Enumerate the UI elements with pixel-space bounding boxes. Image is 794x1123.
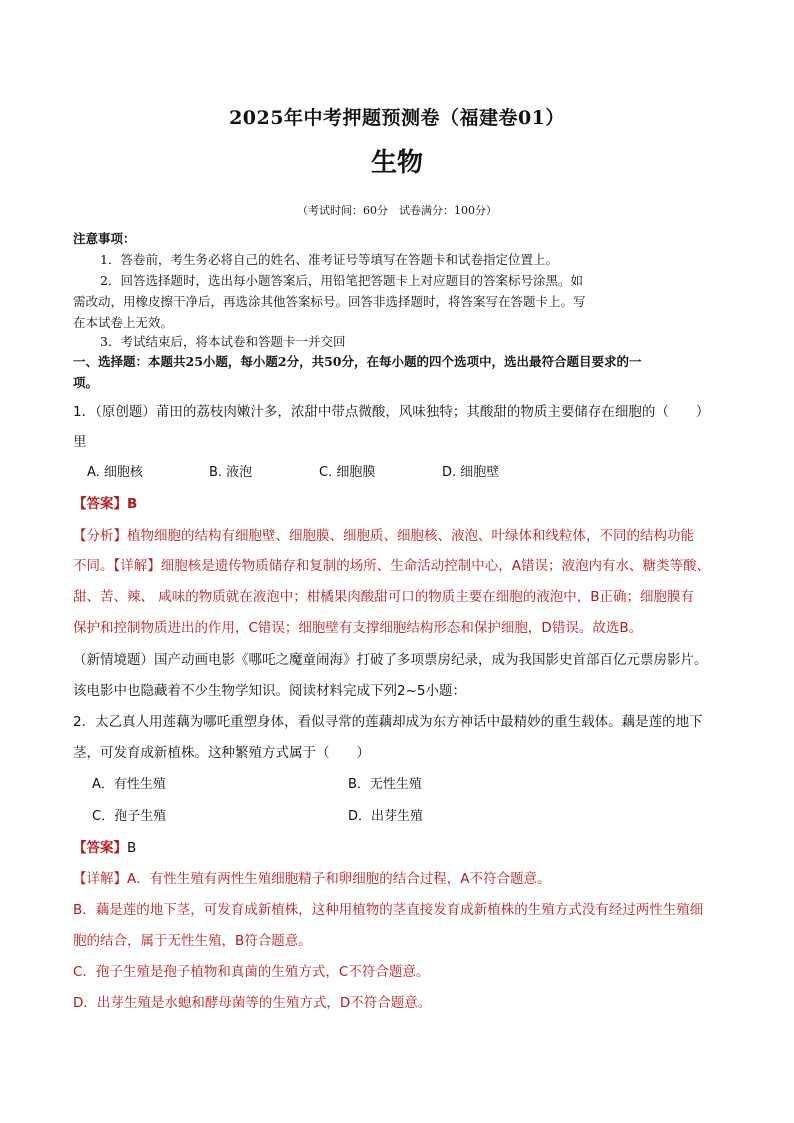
notice-item-1: 1．答卷前，考生务必将自己的姓名、准考证号等填写在答题卡和试卷指定位置上。 xyxy=(100,252,558,267)
answer-label: 【答案】 xyxy=(73,496,127,512)
paper-title: 2025年中考押题预测卷（福建卷01） xyxy=(229,107,565,129)
q1-analysis-line-3: 甜、苦、辣、 咸味的物质就在液泡中；柑橘果肉酸甜可口的物质主要在细胞的液泡中，B正确；细胞膜有 xyxy=(73,589,695,605)
notice-item-2-cont: 需改动，用橡皮擦干净后，再选涂其他答案标号。回答非选择题时，将答案写在答题卡上。写 xyxy=(73,294,586,309)
q2-option-a: A．有性生殖 xyxy=(92,777,166,792)
answer-value: B xyxy=(127,496,138,512)
answer-label: 【答案】 xyxy=(73,840,127,856)
q1-analysis-line-4: 保护和控制物质进出的作用，C错误；细胞壁有支撑细胞结构形态和保护细胞，D错误。故选B。 xyxy=(73,620,643,636)
context-line-2: 该电影中也隐藏着不少生物学知识。阅读材料完成下列2~5小题： xyxy=(73,683,466,699)
q2-option-c: C．孢子生殖 xyxy=(92,809,167,824)
notice-item-2: 2．回答选择题时，选出每小题答案后，用铅笔把答题卡上对应题目的答案标号涂黑。如 xyxy=(100,273,583,288)
q2-detail-line-3: 胞的结合，属于无性生殖，B符合题意。 xyxy=(73,933,312,949)
subject-title: 生物 xyxy=(370,148,423,178)
q2-detail-line-2: B．藕是莲的地下茎，可发育成新植株，这种用植物的茎直接发育成新植株的生殖方式没有经过两性生殖细 xyxy=(73,902,704,918)
answer-value: B xyxy=(127,840,137,856)
context-line-1: （新情境题）国产动画电影《哪吒之魔童闹海》打破了多项票房纪录，成为我国影史首部百亿元票房影片。 xyxy=(73,652,708,668)
q2-option-b: B．无性生殖 xyxy=(348,777,422,792)
q2-detail-line-4: C．孢子生殖是孢子植物和真菌的生殖方式，C不符合题意。 xyxy=(73,964,430,980)
q2-option-d: D．出芽生殖 xyxy=(348,809,424,824)
section-heading-cont: 项。 xyxy=(73,375,99,390)
q1-option-b: B. 液泡 xyxy=(209,465,253,480)
q1-option-d: D. 细胞壁 xyxy=(442,465,500,480)
question-1-stem-cont: 里 xyxy=(73,434,87,450)
notice-item-2-cont2: 在本试卷上无效。 xyxy=(73,315,174,330)
question-2-stem-cont: 茎，可发育成新植株。这种繁殖方式属于（ ） xyxy=(73,745,370,761)
q2-detail-line-5: D．出芽生殖是水螅和酵母菌等的生殖方式，D不符合题意。 xyxy=(73,995,432,1011)
q1-analysis-line-2: 不同。【详解】细胞核是遗传物质储存和复制的场所、生命活动控制中心，A错误；液泡内有水、糖类等酸、 xyxy=(73,558,710,574)
q1-answer xyxy=(73,492,137,512)
exam-info: （考试时间：60分 试卷满分：100分） xyxy=(297,204,497,217)
notice-heading: 注意事项： xyxy=(73,231,136,246)
q2-detail-line-1: 【详解】A．有性生殖有两性生殖细胞精子和卵细胞的结合过程，A不符合题意。 xyxy=(73,871,551,887)
section-heading: 一、选择题：本题共25小题，每小题2分，共50分，在每小题的四个选项中，选出最符合题目要求的一 xyxy=(73,354,642,369)
q1-option-c: C. 细胞膜 xyxy=(319,465,376,480)
notice-item-3: 3．考试结束后，将本试卷和答题卡一并交回 xyxy=(100,334,346,349)
q1-option-a: A. 细胞核 xyxy=(87,465,143,480)
q1-analysis-line-1: 【分析】植物细胞的结构有细胞壁、细胞膜、细胞质、细胞核、液泡、叶绿体和线粒体，不同的结构功能 xyxy=(73,528,694,544)
question-1-stem: 1．（原创题）莆田的荔枝肉嫩汁多，浓甜中带点微酸，风味独特；其酸甜的物质主要储存在细胞的（ ） xyxy=(73,404,710,420)
q2-answer xyxy=(73,836,136,856)
question-2-stem: 2．太乙真人用莲藕为哪吒重塑身体，看似寻常的莲藕却成为东方神话中最精妙的重生载体。藕是莲的地下 xyxy=(73,714,703,730)
